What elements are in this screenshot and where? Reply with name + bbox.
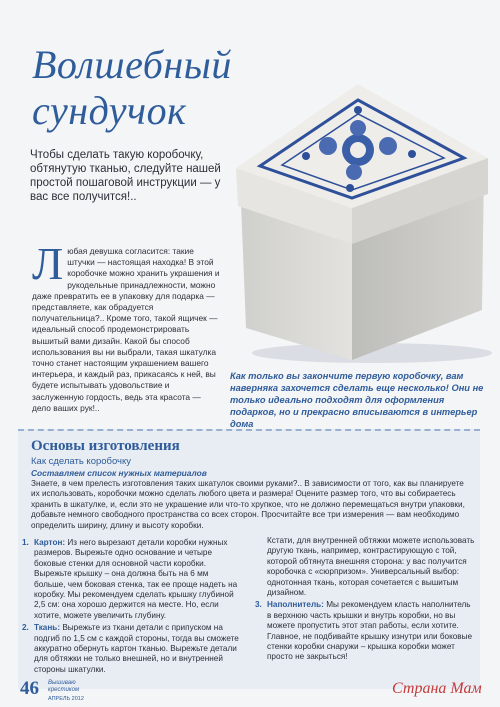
intro-text: юбая девушка согласится: такие штучки — настоящая находка! В этой коробочке можно хранить украшения и рукодельные принадлежности, можно даже превратить ее в упаковку для подарка — представляете, как обрадуется получательница?.. Кроме того, такой ящичек — идеальный способ продемонстрировать вышитый вами дизайн. Какой бы способ использования вы ни выбрали, такая шкатулка точно станет настоящим украшением вашего интерьера, и каждый раз, прикасаясь к ней, вы будете испытывать удовольствие и заслуженную гордость, ведь эта красота — дело ваших рук!.. [32, 246, 220, 413]
step-keyword: Картон: [34, 538, 66, 547]
steps-left-column [22, 538, 242, 677]
step-number: 3. [255, 600, 262, 610]
step-number: 1. [22, 538, 29, 547]
step-text: Вырежьте из ткани детали с припуском на подгиб по 1,5 см с каждой стороны, тогда вы сможете аккуратно обернуть картон тканью. Вырежьте детали для обтяжки не только внешней, но и внутренней стороны шкатулки. [34, 623, 239, 674]
magazine-issue: АПРЕЛЬ 2012 [48, 696, 84, 702]
page-number: 46 [20, 678, 39, 699]
step-keyword: Наполнитель: [267, 600, 324, 610]
lead-text: Чтобы сделать такую коробочку, обтянутую тканью, следуйте нашей простой пошаговой инструкции — у вас все получится!.. [30, 149, 221, 203]
step-item [22, 538, 242, 621]
intro-paragraph [32, 238, 222, 414]
embroidered-box-photo [232, 48, 494, 366]
section-paragraph: Знаете, в чем прелесть изготовления таких шкатулок своими руками?.. В зависимости от того, как вы планируете их использовать, коробочки можно сделать любого цвета и размера! Оцените размер того, что вы собираетесь хранить в шкатулке, и, если это не украшение или что-то хрупкое, что не должно перемещаться внутри упаковки, добавьте немного свободного пространства со всех сторон. Просчитайте все три измерения — вам необходимо определить ширину, длину и высоту коробки. [31, 479, 465, 530]
section-subtitle: Как сделать коробочку [31, 456, 132, 467]
section-subtitle-materials: Составляем список нужных материалов [31, 468, 207, 478]
step-text: Из него вырезают детали коробки нужных размеров. Вырежьте одно основание и четыре боковые стенки для основной части коробки. Вырежьте крышку – она должна быть на 6 мм больше, чем боковая стенка, так ее проще надеть на коробку. Мы рекомендуем сделать крышку глубиной 2,5 см: она хорошо держится на месте. Но, если хотите, можете увеличить глубину. [34, 538, 238, 620]
photo-caption: Как только вы закончите первую коробочку, вам наверняка захочется сделать еще несколько! Они не только идеально подходят для оформления подарков, но и прекрасно вписываются в интерьер дома [230, 371, 484, 429]
drop-cap: Л [32, 238, 64, 289]
right-intro-text: Кстати, для внутренней обтяжки можете использовать другую ткань, например, контрастирующую с той, которой обтянута внешняя сторона: у вас получится коробочка с «сюрпризом». Универсальный выбор: однотонная ткань, которая сочетается с вышитым дизайном. [267, 536, 475, 598]
step-text: Мы рекомендуем класть наполнитель в верхнюю часть крышки и внутрь коробки, но вы можете пропустить этот этап работы, если хотите. Главное, не подбивайте крышку изнутри или боковые стенки коробки снаружи – крышка коробки может просто не закрыться! [267, 600, 473, 662]
step-keyword: Ткань: [34, 623, 61, 633]
step-item [22, 623, 242, 675]
step-item [255, 600, 477, 662]
magazine-name: Вышиваю крестиком [48, 680, 80, 693]
page-title: Волшебный сундучок [32, 42, 232, 133]
section-title: Основы изготовления [31, 438, 180, 454]
steps-right-column [255, 536, 477, 665]
step-number: 2. [22, 623, 29, 633]
site-watermark: Страна Мам [392, 680, 482, 697]
